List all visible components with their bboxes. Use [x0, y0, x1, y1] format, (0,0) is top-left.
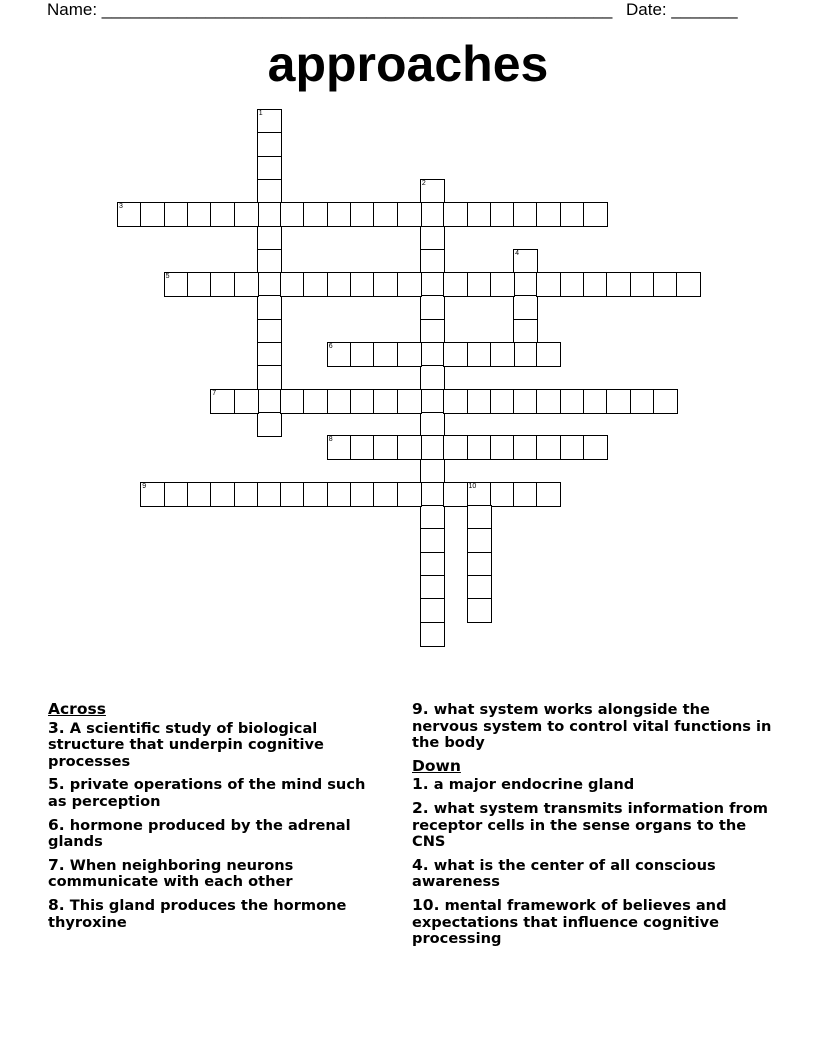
crossword-cell[interactable]	[257, 179, 282, 204]
crossword-cell[interactable]	[280, 202, 305, 227]
crossword-cell[interactable]	[606, 272, 631, 297]
clue-number: 9.	[412, 700, 429, 718]
crossword-cell[interactable]	[513, 389, 538, 414]
crossword-cell[interactable]	[467, 389, 492, 414]
clue-text: A scientific study of biological structure that underpin cognitive processes	[48, 719, 324, 770]
clue-across-9	[412, 701, 777, 752]
crossword-cell[interactable]	[560, 435, 585, 460]
crossword-cell[interactable]	[280, 482, 305, 507]
crossword-cell[interactable]	[420, 202, 445, 227]
crossword-cell[interactable]	[234, 272, 259, 297]
crossword-cell[interactable]	[676, 272, 701, 297]
crossword-cell[interactable]	[420, 505, 445, 530]
cell-number: 4	[515, 249, 519, 257]
clue-text: When neighboring neurons communicate with each other	[48, 856, 294, 891]
crossword-cell[interactable]	[467, 552, 492, 577]
crossword-cell[interactable]	[490, 389, 515, 414]
cell-number: 9	[142, 482, 147, 490]
crossword-cell[interactable]	[210, 482, 235, 507]
crossword-cell[interactable]	[373, 342, 398, 367]
crossword-cell[interactable]	[140, 202, 165, 227]
crossword-cell[interactable]	[187, 202, 212, 227]
crossword-cell[interactable]	[420, 435, 445, 460]
crossword-cell[interactable]	[257, 319, 282, 344]
crossword-cell[interactable]	[490, 202, 515, 227]
crossword-cell[interactable]	[513, 342, 538, 367]
crossword-cell[interactable]	[420, 412, 445, 437]
crossword-cell[interactable]	[630, 272, 655, 297]
crossword-cell[interactable]	[350, 202, 375, 227]
crossword-cell[interactable]	[327, 389, 352, 414]
crossword-cell[interactable]	[257, 109, 282, 134]
crossword-cell[interactable]	[210, 272, 235, 297]
crossword-cell[interactable]	[373, 272, 398, 297]
crossword-cell[interactable]	[234, 202, 259, 227]
crossword-cell[interactable]	[257, 156, 282, 181]
crossword-cell[interactable]	[513, 482, 538, 507]
crossword-cell[interactable]	[164, 482, 189, 507]
crossword-cell[interactable]	[420, 249, 445, 274]
crossword-cell[interactable]	[536, 202, 561, 227]
crossword-cell[interactable]	[350, 342, 375, 367]
crossword-cell[interactable]	[420, 226, 445, 251]
crossword-cell[interactable]	[420, 482, 445, 507]
crossword-cell[interactable]	[327, 435, 352, 460]
crossword-cell[interactable]	[420, 598, 445, 623]
crossword-cell[interactable]	[653, 389, 678, 414]
name-field-label: Name: ______________________________________________________	[47, 0, 613, 19]
crossword-cell[interactable]	[490, 482, 515, 507]
crossword-cell[interactable]	[327, 342, 352, 367]
crossword-cell[interactable]	[467, 272, 492, 297]
clue-across-6	[48, 817, 378, 851]
crossword-cell[interactable]	[420, 552, 445, 577]
crossword-cell[interactable]	[420, 295, 445, 320]
crossword-cell[interactable]	[583, 435, 608, 460]
crossword-cell[interactable]	[467, 528, 492, 553]
clue-text: private operations of the mind such as perception	[48, 776, 366, 810]
crossword-cell[interactable]	[536, 342, 561, 367]
crossword-cell[interactable]	[467, 435, 492, 460]
crossword-cell[interactable]	[234, 482, 259, 507]
crossword-cell[interactable]	[467, 575, 492, 600]
crossword-cell[interactable]	[420, 365, 445, 390]
crossword-cell[interactable]	[583, 272, 608, 297]
crossword-cell[interactable]	[443, 482, 468, 507]
clue-text: mental framework of believes and expectations that influence cognitive processing	[412, 896, 727, 948]
crossword-cell[interactable]	[420, 272, 445, 297]
crossword-cell[interactable]	[303, 389, 328, 414]
crossword-cell[interactable]	[350, 435, 375, 460]
crossword-cell[interactable]	[420, 575, 445, 600]
crossword-cell[interactable]	[397, 389, 422, 414]
clue-down-10	[412, 897, 777, 948]
crossword-cell[interactable]	[467, 505, 492, 530]
crossword-cell[interactable]	[164, 272, 189, 297]
crossword-cell[interactable]	[513, 319, 538, 344]
crossword-cell[interactable]	[467, 598, 492, 623]
crossword-cell[interactable]	[327, 482, 352, 507]
crossword-cell[interactable]	[187, 272, 212, 297]
clue-across-7	[48, 857, 378, 891]
crossword-cell[interactable]	[443, 202, 468, 227]
crossword-cell[interactable]	[350, 482, 375, 507]
crossword-cell[interactable]	[373, 389, 398, 414]
clue-number: 7.	[48, 855, 65, 874]
crossword-cell[interactable]	[397, 342, 422, 367]
clues-column-right	[412, 701, 777, 954]
crossword-cell[interactable]	[420, 319, 445, 344]
crossword-cell[interactable]	[327, 272, 352, 297]
crossword-cell[interactable]	[467, 482, 492, 507]
crossword-cell[interactable]	[257, 249, 282, 274]
cell-number: 1	[258, 110, 263, 117]
crossword-cell[interactable]	[257, 482, 282, 507]
crossword-cell[interactable]	[117, 202, 142, 227]
crossword-cell[interactable]	[303, 272, 328, 297]
crossword-cell[interactable]	[257, 412, 282, 437]
crossword-cell[interactable]	[303, 482, 328, 507]
crossword-cell[interactable]	[467, 202, 492, 227]
crossword-cell[interactable]	[490, 435, 515, 460]
crossword-cell[interactable]	[257, 342, 282, 367]
crossword-cell[interactable]	[490, 342, 515, 367]
crossword-cell[interactable]	[467, 342, 492, 367]
crossword-cell[interactable]	[257, 202, 282, 227]
clue-number: 10.	[412, 895, 440, 914]
crossword-cell[interactable]	[327, 202, 352, 227]
crossword-cell[interactable]	[583, 202, 608, 227]
crossword-cell[interactable]	[513, 272, 538, 297]
crossword-cell[interactable]	[257, 365, 282, 390]
crossword-cell[interactable]	[373, 202, 398, 227]
crossword-cell[interactable]	[420, 459, 445, 484]
clue-text: This gland produces the hormone thyroxine	[48, 896, 347, 931]
crossword-cell[interactable]	[420, 528, 445, 553]
crossword-cell[interactable]	[397, 202, 422, 227]
clue-across-3	[48, 720, 378, 771]
cell-number: 5	[165, 273, 170, 281]
puzzle-title: approaches	[267, 36, 549, 92]
crossword-cell[interactable]	[303, 202, 328, 227]
crossword-cell[interactable]	[397, 272, 422, 297]
crossword-cell[interactable]	[513, 202, 538, 227]
crossword-cell[interactable]	[653, 272, 678, 297]
cell-number: 10	[468, 482, 477, 490]
crossword-cell[interactable]	[513, 295, 538, 320]
crossword-cell[interactable]	[536, 482, 561, 507]
clue-number: 4.	[412, 855, 429, 874]
clue-text: a major endocrine gland	[433, 776, 635, 794]
crossword-cell[interactable]	[350, 389, 375, 414]
across-heading: Across	[48, 700, 106, 718]
crossword-cell[interactable]	[560, 389, 585, 414]
crossword-cell[interactable]	[443, 272, 468, 297]
cell-number: 3	[119, 203, 123, 211]
crossword-cell[interactable]	[210, 202, 235, 227]
crossword-cell[interactable]	[443, 435, 468, 460]
crossword-cell[interactable]	[490, 272, 515, 297]
crossword-cell[interactable]	[630, 389, 655, 414]
clue-number: 2.	[412, 798, 429, 817]
clue-number: 6.	[48, 815, 65, 834]
crossword-cell[interactable]	[280, 272, 305, 297]
crossword-cell[interactable]	[513, 249, 538, 274]
crossword-cell[interactable]	[443, 342, 468, 367]
crossword-cell[interactable]	[257, 132, 282, 157]
date-field-label: Date: _______	[626, 0, 738, 19]
crossword-cell[interactable]	[397, 482, 422, 507]
crossword-cell[interactable]	[257, 389, 282, 414]
clue-text: what is the center of all conscious awareness	[412, 856, 716, 891]
crossword-cell[interactable]	[140, 482, 165, 507]
crossword-cell[interactable]	[606, 389, 631, 414]
crossword-cell[interactable]	[420, 389, 445, 414]
clue-text: what system transmits information from receptor cells in the sense organs to the CNS	[412, 799, 768, 851]
crossword-cell[interactable]	[257, 295, 282, 320]
crossword-cell[interactable]	[560, 202, 585, 227]
crossword-cell[interactable]	[560, 272, 585, 297]
clue-number: 8.	[48, 895, 65, 914]
clue-number: 1.	[412, 775, 429, 794]
crossword-cell[interactable]	[164, 202, 189, 227]
clue-down-2	[412, 800, 777, 851]
crossword-cell[interactable]	[210, 389, 235, 414]
clue-text: what system works alongside the nervous system to control vital functions in the body	[412, 701, 772, 752]
cell-number: 2	[421, 179, 426, 187]
crossword-cell[interactable]	[257, 272, 282, 297]
crossword-cell[interactable]	[257, 226, 282, 251]
crossword-cell[interactable]	[420, 622, 445, 647]
crossword-cell[interactable]	[443, 389, 468, 414]
down-heading: Down	[412, 756, 461, 775]
crossword-cell[interactable]	[280, 389, 305, 414]
clue-across-5	[48, 776, 378, 810]
crossword-cell[interactable]	[350, 272, 375, 297]
crossword-cell[interactable]	[536, 435, 561, 460]
crossword-cell[interactable]	[420, 179, 445, 204]
cell-number: 8	[328, 436, 333, 444]
crossword-cell[interactable]	[536, 272, 561, 297]
clue-number: 3.	[48, 718, 65, 737]
cell-number: 7	[212, 389, 217, 397]
crossword-cell[interactable]	[536, 389, 561, 414]
clue-text: hormone produced by the adrenal glands	[48, 816, 351, 851]
crossword-cell[interactable]	[397, 435, 422, 460]
crossword-cell[interactable]	[373, 435, 398, 460]
cell-number: 6	[328, 343, 333, 350]
clue-down-1	[412, 776, 777, 794]
clue-number: 5.	[48, 775, 65, 794]
clues-column-left	[48, 701, 378, 937]
crossword-cell[interactable]	[420, 342, 445, 367]
crossword-cell[interactable]	[513, 435, 538, 460]
crossword-cell[interactable]	[373, 482, 398, 507]
crossword-cell[interactable]	[583, 389, 608, 414]
crossword-cell[interactable]	[187, 482, 212, 507]
clue-down-4	[412, 857, 777, 891]
clue-across-8	[48, 897, 378, 931]
crossword-cell[interactable]	[234, 389, 259, 414]
